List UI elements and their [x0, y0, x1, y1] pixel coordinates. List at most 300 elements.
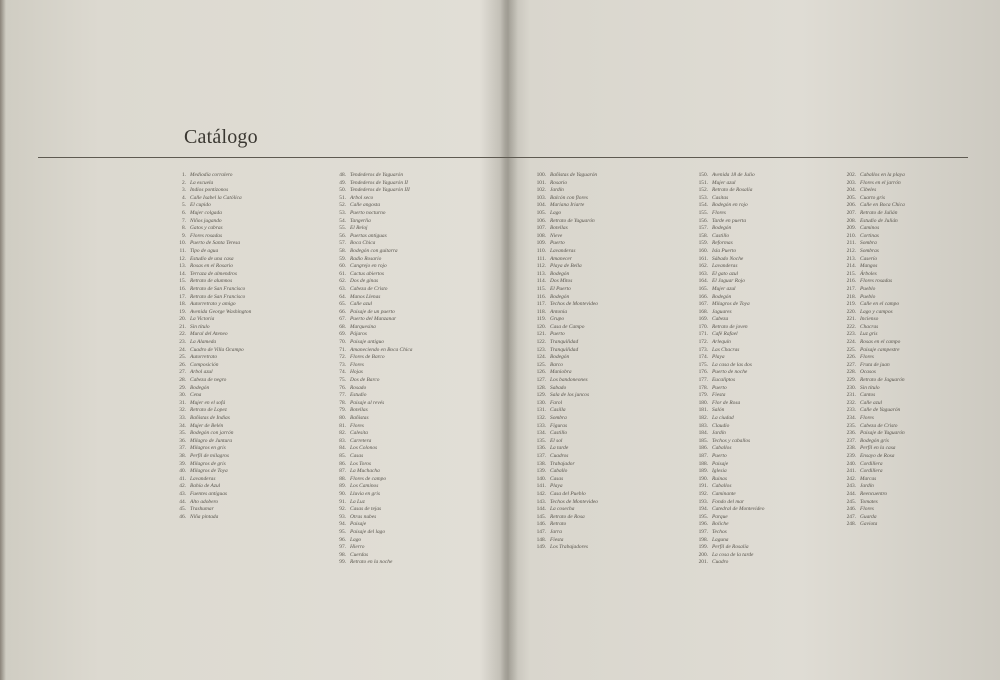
entry-number: 169. [698, 316, 708, 323]
entry-title: Sombra [550, 415, 567, 421]
entry-number: 56. [339, 232, 346, 239]
entry-number: 163. [698, 270, 708, 277]
entry-number: 49. [339, 179, 346, 186]
entry-title: Jaguares [712, 308, 732, 315]
entry-number: 179. [698, 392, 708, 399]
catalog-entry [840, 521, 970, 529]
catalog-entry [330, 263, 480, 271]
catalog-column-3 [530, 172, 680, 650]
catalog-entry [692, 377, 832, 385]
catalog-entry [840, 240, 970, 248]
catalog-entry [692, 240, 832, 248]
catalog-entry [330, 552, 480, 560]
entry-title: Calle azul [350, 301, 373, 308]
catalog-entry [692, 407, 832, 415]
catalog-entry [330, 392, 480, 400]
entry-number: 35. [179, 430, 186, 437]
entry-title: Las Chacras [712, 346, 740, 353]
entry-title: Cantos [860, 392, 876, 399]
entry-title: La Luz [350, 498, 365, 505]
catalog-entry [692, 537, 832, 545]
catalog-entry [170, 430, 318, 438]
catalog-entry [692, 354, 832, 362]
entry-number: 68. [339, 323, 346, 330]
entry-title: Milagros de gris [190, 460, 226, 467]
entry-title: La cosecha [550, 506, 575, 513]
catalog-entry [840, 180, 970, 188]
entry-number: 155. [698, 209, 708, 216]
catalog-entry [330, 180, 480, 188]
entry-title: El sol [550, 437, 563, 444]
entry-number: 5. [181, 202, 186, 209]
catalog-entry [330, 559, 480, 567]
entry-number: 178. [698, 384, 708, 391]
catalog-entry [330, 476, 480, 484]
catalog-entry [692, 278, 832, 286]
entry-title: Carretera [350, 437, 372, 444]
catalog-entry [840, 369, 970, 377]
entry-number: 141. [536, 483, 546, 490]
entry-title: Tendederos de Yaguarón II [350, 179, 408, 186]
entry-title: Techos [712, 528, 727, 535]
catalog-entry [840, 354, 970, 362]
entry-title: Bodegón con jarrón [190, 430, 234, 437]
entry-number: 52. [339, 202, 346, 209]
entry-number: 84. [339, 445, 346, 452]
entry-title: Tangerlia [350, 217, 371, 224]
catalog-entry [170, 301, 318, 309]
entry-number: 244. [846, 490, 856, 497]
catalog-entry [530, 233, 680, 241]
entry-number: 171. [698, 331, 708, 338]
catalog-entry [330, 309, 480, 317]
entry-title: Perfil en la casa [860, 445, 896, 452]
entry-title: Caserío [860, 255, 878, 262]
entry-title: Retrato de Rosa [550, 513, 585, 520]
entry-title: Radio Rosario [350, 255, 382, 262]
entry-title: Retrato en la noche [350, 559, 393, 566]
entry-number: 193. [698, 498, 708, 505]
catalog-entry [692, 423, 832, 431]
entry-number: 151. [698, 179, 708, 186]
catalog-entry [692, 263, 832, 271]
entry-title: Bodegón [550, 354, 570, 361]
entry-number: 80. [339, 415, 346, 421]
catalog-entry [692, 438, 832, 446]
entry-title: Techos de Montevideo [550, 301, 599, 308]
catalog-entry [840, 491, 970, 499]
catalog-entry [530, 240, 680, 248]
entry-number: 201. [698, 559, 708, 566]
title-rule [38, 157, 968, 158]
entry-number: 217. [846, 285, 856, 292]
catalog-entry [330, 301, 480, 309]
catalog-entry [692, 187, 832, 195]
entry-title: Gaviota [860, 521, 878, 528]
entry-title: Chacras [860, 323, 879, 330]
catalog-entry [840, 400, 970, 408]
entry-title: Caminante [712, 490, 736, 497]
catalog-entry [170, 453, 318, 461]
entry-title: El Reloj [350, 225, 368, 232]
catalog-entry [170, 286, 318, 294]
entry-number: 99. [339, 559, 346, 566]
entry-title: Bodegón [550, 270, 570, 277]
catalog-entry [530, 354, 680, 362]
entry-number: 239. [846, 452, 856, 459]
entry-number: 32. [179, 407, 186, 414]
entry-number: 13. [179, 263, 186, 270]
entry-number: 227. [846, 361, 856, 368]
entry-title: Cordillera [860, 460, 883, 467]
entry-title: Reformas [712, 240, 733, 247]
entry-number: 197. [698, 528, 708, 535]
catalog-entry [170, 423, 318, 431]
entry-number: 78. [339, 399, 346, 406]
catalog-column-1 [170, 172, 318, 650]
entry-number: 42. [179, 483, 186, 490]
entry-number: 111. [536, 255, 546, 262]
entry-title: Botellas [550, 225, 568, 232]
catalog-entry [170, 316, 318, 324]
catalog-entry [530, 385, 680, 393]
catalog-column-4 [692, 172, 832, 650]
entry-number: 184. [698, 430, 708, 437]
entry-title: Dos Mitos [550, 278, 573, 285]
entry-title: Bodegón [550, 293, 570, 300]
entry-title: El Jaguar Rojo [712, 278, 745, 285]
catalog-entry [170, 415, 318, 423]
entry-number: 226. [846, 354, 856, 361]
entry-title: Mariana Iriarte [550, 202, 585, 209]
entry-number: 188. [698, 460, 708, 467]
entry-title: Trashumar [190, 506, 214, 513]
entry-title: Fiesta [712, 392, 726, 399]
catalog-entry [530, 453, 680, 461]
entry-title: Incienso [860, 316, 879, 323]
entry-number: 190. [698, 475, 708, 482]
catalog-entry [170, 347, 318, 355]
entry-number: 128. [536, 384, 546, 391]
entry-title: Rosado [350, 384, 367, 391]
entry-title: Fruta de juan [860, 361, 890, 368]
entry-number: 212. [846, 247, 856, 254]
entry-number: 164. [698, 278, 708, 285]
entry-title: Cabeza [712, 316, 729, 323]
entry-title: Sombra [860, 240, 877, 247]
entry-title: Cuadros [550, 452, 569, 459]
entry-title: Bañistas de Yaguarón [550, 172, 598, 178]
entry-number: 223. [846, 331, 856, 338]
entry-title: Luz gris [860, 331, 878, 338]
entry-number: 240. [846, 460, 856, 467]
entry-title: Cuerdas [350, 551, 369, 558]
entry-title: La ciudad [712, 415, 734, 421]
entry-number: 232. [846, 399, 856, 406]
entry-title: Sin título [190, 323, 210, 330]
catalog-entry [692, 552, 832, 560]
entry-number: 114. [536, 278, 546, 285]
entry-number: 69. [339, 331, 346, 338]
catalog-entry [692, 483, 832, 491]
entry-number: 139. [536, 468, 546, 475]
entry-title: Paisaje del lago [350, 528, 386, 535]
catalog-entry [170, 506, 318, 514]
entry-number: 123. [536, 346, 546, 353]
entry-title: Marquesina [350, 323, 376, 330]
catalog-entry [840, 514, 970, 522]
entry-title: Flores de Barco [350, 354, 385, 361]
catalog-entry [170, 400, 318, 408]
entry-number: 173. [698, 346, 708, 353]
catalog-entry [840, 225, 970, 233]
entry-title: Boca Chica [350, 240, 376, 247]
entry-title: La Muchacha [350, 468, 380, 475]
entry-number: 187. [698, 452, 708, 459]
catalog-entry [170, 225, 318, 233]
catalog-entry [330, 491, 480, 499]
catalog-entry [692, 225, 832, 233]
entry-title: Pájaros [350, 331, 367, 338]
entry-number: 134. [536, 430, 546, 437]
catalog-entry [170, 468, 318, 476]
entry-title: Tendederos de Yaguarón [350, 172, 404, 178]
entry-number: 51. [339, 194, 346, 201]
entry-title: Árboles [860, 270, 877, 277]
entry-title: Casa del Pueblo [550, 490, 586, 497]
entry-title: Los Caminos [350, 483, 379, 490]
entry-title: Flores [860, 354, 874, 361]
catalog-entry [692, 309, 832, 317]
entry-title: Reencuentro [860, 490, 888, 497]
catalog-entry [330, 468, 480, 476]
catalog-entry [840, 506, 970, 514]
catalog-entry [692, 506, 832, 514]
entry-title: Caballos en la playa [860, 172, 905, 178]
catalog-entry [330, 233, 480, 241]
entry-title: Sabado [550, 384, 567, 391]
entry-number: 94. [339, 521, 346, 528]
catalog-entry [692, 362, 832, 370]
entry-number: 205. [846, 194, 856, 201]
catalog-entry [330, 461, 480, 469]
entry-title: Mujer de Belén [190, 422, 224, 429]
entry-number: 247. [846, 513, 856, 520]
entry-number: 243. [846, 483, 856, 490]
entry-number: 25. [179, 354, 186, 361]
entry-number: 2. [181, 179, 186, 186]
catalog-entry [170, 377, 318, 385]
catalog-entry [692, 491, 832, 499]
catalog-entry [170, 491, 318, 499]
entry-number: 50. [339, 187, 346, 194]
entry-title: Calle Isabel la Católica [190, 194, 242, 201]
entry-title: Los Colonos [350, 445, 378, 452]
entry-title: Los Trabajadores [550, 544, 588, 551]
entry-title: Arlequín [712, 339, 731, 346]
entry-title: Flores [712, 209, 726, 216]
entry-title: Retrato de joven [712, 323, 748, 330]
entry-number: 180. [698, 399, 708, 406]
catalog-entry [170, 438, 318, 446]
entry-title: Puerto [712, 452, 727, 459]
catalog-entry [170, 248, 318, 256]
entry-number: 194. [698, 506, 708, 513]
catalog-entry [840, 392, 970, 400]
entry-number: 153. [698, 194, 708, 201]
entry-title: Playa [712, 354, 725, 361]
catalog-entry [170, 233, 318, 241]
catalog-entry [692, 461, 832, 469]
entry-title: Fuentes antiguas [190, 490, 227, 497]
entry-title: Flores en el jarrón [860, 179, 901, 186]
entry-number: 131. [536, 407, 546, 414]
entry-number: 192. [698, 490, 708, 497]
entry-number: 105. [536, 209, 546, 216]
entry-number: 10. [179, 240, 186, 247]
entry-title: Caminos [860, 225, 880, 232]
entry-number: 183. [698, 422, 708, 429]
entry-title: Puerto [550, 331, 565, 338]
entry-number: 22. [179, 331, 186, 338]
entry-title: Dos de ginas [350, 278, 379, 285]
entry-number: 228. [846, 369, 856, 376]
entry-number: 46. [179, 513, 186, 520]
entry-title: Casa de Campo [550, 323, 585, 330]
entry-number: 100. [536, 172, 546, 178]
catalog-entry [840, 347, 970, 355]
entry-title: Flores rosadas [860, 278, 893, 285]
entry-title: Parque [712, 513, 728, 520]
entry-number: 120. [536, 323, 546, 330]
catalog-entry [840, 385, 970, 393]
entry-number: 66. [339, 308, 346, 315]
catalog-entry [330, 521, 480, 529]
catalog-entry [530, 415, 680, 423]
entry-number: 168. [698, 308, 708, 315]
entry-number: 215. [846, 270, 856, 277]
entry-title: Botellas [350, 407, 368, 414]
entry-number: 195. [698, 513, 708, 520]
catalog-entry [530, 476, 680, 484]
catalog-entry [840, 415, 970, 423]
entry-title: Perfil de milagros [190, 452, 230, 459]
entry-title: La escuela [190, 179, 214, 186]
catalog-entry [840, 195, 970, 203]
entry-number: 126. [536, 369, 546, 376]
entry-number: 159. [698, 240, 708, 247]
catalog-entry [840, 263, 970, 271]
entry-title: Retrato de Rosalía [712, 187, 753, 194]
entry-title: Calle azul [860, 399, 883, 406]
entry-number: 103. [536, 194, 546, 201]
entry-number: 91. [339, 498, 346, 505]
entry-number: 202. [846, 172, 856, 178]
entry-title: Fondo del mar [712, 498, 745, 505]
entry-title: Flores [860, 415, 874, 421]
entry-number: 191. [698, 483, 708, 490]
entry-title: Milagro de Juntura [190, 437, 233, 444]
entry-title: Balcón con flores [550, 194, 588, 201]
catalog-entry [692, 476, 832, 484]
entry-number: 29. [179, 384, 186, 391]
catalog-entry [170, 476, 318, 484]
entry-title: Techos de Montevideo [550, 498, 599, 505]
entry-title: Rosas en el campo [860, 339, 901, 346]
entry-title: Cuadro [712, 559, 729, 566]
entry-title: Retrato de Yaguarón [550, 217, 595, 224]
entry-number: 241. [846, 468, 856, 475]
catalog-entry [692, 286, 832, 294]
entry-title: Barco [550, 361, 563, 368]
catalog-entry [692, 453, 832, 461]
catalog-entry [170, 407, 318, 415]
entry-number: 229. [846, 377, 856, 384]
entry-number: 204. [846, 187, 856, 194]
catalog-entry [330, 438, 480, 446]
catalog-entry [840, 286, 970, 294]
entry-title: Milagros de Toya [190, 468, 228, 475]
catalog-entry [530, 263, 680, 271]
entry-title: Calle en Boca Chica [860, 202, 905, 209]
entry-title: Cabeza de Cristo [350, 285, 388, 292]
entry-number: 116. [536, 293, 546, 300]
catalog-entry [530, 210, 680, 218]
entry-title: Retrato de alumnos [190, 278, 233, 285]
catalog-entry [530, 499, 680, 507]
entry-title: Puerto del Manzanar [350, 316, 397, 323]
catalog-entry [170, 202, 318, 210]
entry-number: 175. [698, 361, 708, 368]
catalog-entry [840, 248, 970, 256]
entry-title: Playa de Bella [550, 263, 582, 270]
entry-title: Sombras [860, 247, 879, 254]
entry-number: 233. [846, 407, 856, 414]
catalog-entry [840, 271, 970, 279]
catalog-column-5 [840, 172, 970, 650]
catalog-entry [330, 248, 480, 256]
catalog-entry [840, 278, 970, 286]
entry-title: Flores [860, 506, 874, 513]
entry-number: 115. [536, 285, 546, 292]
entry-title: Cuarto gris [860, 194, 886, 201]
entry-title: Paisaje [712, 460, 729, 467]
entry-title: Niña pintada [190, 513, 219, 520]
entry-number: 70. [339, 339, 346, 346]
catalog-entry [692, 559, 832, 567]
entry-number: 19. [179, 308, 186, 315]
entry-number: 62. [339, 278, 346, 285]
catalog-entry [170, 309, 318, 317]
entry-title: Cabeza de negro [190, 377, 227, 384]
catalog-entry [692, 210, 832, 218]
entry-title: Retrato de San Francisco [190, 293, 246, 300]
catalog-entry [840, 423, 970, 431]
entry-title: Paisaje de un puerto [350, 308, 395, 315]
catalog-entry [170, 445, 318, 453]
entry-title: Catedral de Montevideo [712, 506, 765, 513]
entry-title: Tranquilidad [550, 339, 579, 346]
entry-title: Avenida 18 de Julio [712, 172, 755, 178]
entry-title: Milagros en gris [190, 445, 226, 452]
entry-number: 166. [698, 293, 708, 300]
catalog-entry [330, 316, 480, 324]
entry-number: 143. [536, 498, 546, 505]
entry-title: La casa de las dos [712, 361, 752, 368]
catalog-entry [530, 544, 680, 552]
catalog-entry [330, 514, 480, 522]
entry-number: 93. [339, 513, 346, 520]
